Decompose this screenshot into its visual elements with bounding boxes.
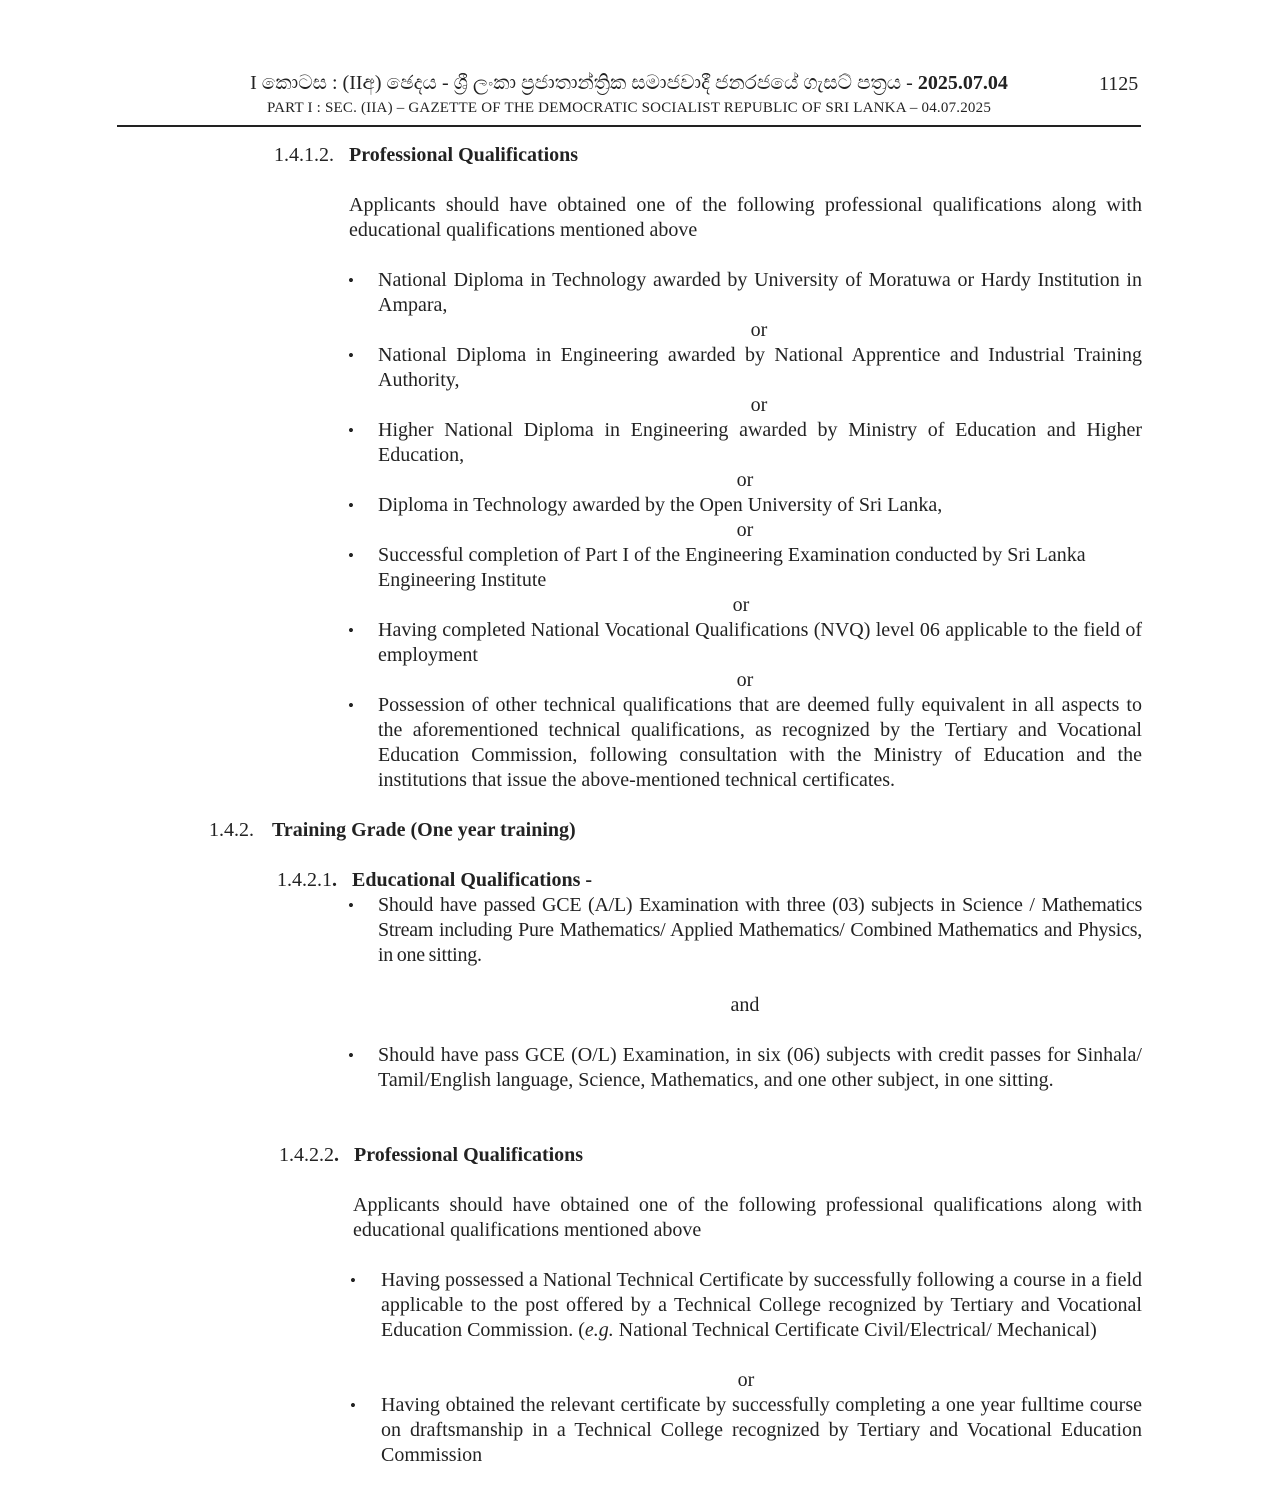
- separator-or: or: [732, 594, 750, 616]
- section-number-1422: 1.4.2.2.: [279, 1144, 339, 1166]
- bullet-1412-1: •: [348, 271, 354, 290]
- bullet-1412-2: •: [348, 346, 354, 365]
- bullet-1421-2: •: [348, 1046, 354, 1065]
- section-number-1421: 1.4.2.1.: [277, 869, 337, 891]
- list-item-1412-6: Having completed National Vocational Qualifications (NVQ) level 06 applicable to the field of employment: [378, 619, 1142, 666]
- bullet-1412-3: •: [348, 421, 354, 440]
- list-item-1422-1: Having possessed a National Technical Certificate by successfully following a course in a field applicable to the post offered by a Technical College recognized by Tertiary and Vocational Education Commission. (e.g. National Technical Certificate Civil/Electrical/ Mechanical): [381, 1269, 1142, 1341]
- page-number: 1125: [1099, 73, 1139, 95]
- section-title-1422: Professional Qualifications: [354, 1144, 584, 1166]
- separator-or: or: [737, 1369, 755, 1391]
- gazette-header-english: PART I : SEC. (IIA) – GAZETTE OF THE DEMOCRATIC SOCIALIST REPUBLIC OF SRI LANKA – 04.07.2025: [266, 100, 992, 116]
- list-item-1412-3: Higher National Diploma in Engineering awarded by Ministry of Education and Higher Education,: [378, 419, 1142, 466]
- list-item-1412-1: National Diploma in Technology awarded by University of Moratuwa or Hardy Institution in Ampara,: [378, 269, 1142, 316]
- section-title-142: Training Grade (One year training): [272, 819, 576, 841]
- separator-or: or: [750, 319, 768, 341]
- gazette-header-sinhala: [0, 70, 1258, 96]
- bullet-1422-1: •: [350, 1271, 356, 1290]
- list-item-1412-7: Possession of other technical qualifications that are deemed fully equivalent in all aspects to the aforementioned technical qualifications, as recognized by the Tertiary and Vocational Education Commission, following consultation with the Ministry of Education and the institutions that issue the above-mentioned technical certificates.: [378, 694, 1142, 791]
- list-item-1412-4: Diploma in Technology awarded by the Open University of Sri Lanka,: [378, 494, 943, 516]
- separator-and: and: [730, 994, 760, 1016]
- bullet-1422-2: •: [350, 1396, 356, 1415]
- section-title-1421: Educational Qualifications -: [352, 869, 593, 891]
- list-item-1412-5: Successful completion of Part I of the Engineering Examination conducted by Sri Lanka Engineering Institute: [378, 544, 1086, 591]
- section-title-1412: Professional Qualifications: [349, 144, 579, 166]
- intro-paragraph-1412: Applicants should have obtained one of the following professional qualifications along with educational qualifications mentioned above: [349, 194, 1142, 241]
- section-number-142: 1.4.2.: [209, 819, 254, 841]
- separator-or: or: [750, 394, 768, 416]
- section-number-1412: 1.4.1.2.: [274, 144, 334, 166]
- list-item-1412-2: National Diploma in Engineering awarded by National Apprentice and Industrial Training Authority,: [378, 344, 1142, 391]
- header-rule: [117, 125, 1141, 127]
- list-item-1421-2: Should have pass GCE (O/L) Examination, in six (06) subjects with credit passes for Sinhala/ Tamil/English language, Science, Mathematics, and one other subject, in one sitting.: [378, 1044, 1142, 1091]
- bullet-1412-6: •: [348, 621, 354, 640]
- separator-or: or: [736, 469, 754, 491]
- bullet-1412-4: •: [348, 496, 354, 515]
- separator-or: or: [736, 669, 754, 691]
- bullet-1421-1: •: [348, 896, 354, 915]
- list-item-1422-2: Having obtained the relevant certificate by successfully completing a one year fulltime course on draftsmanship in a Technical College recognized by Tertiary and Vocational Education Commission: [381, 1394, 1142, 1466]
- bullet-1412-5: •: [348, 546, 354, 565]
- list-item-1421-1: Should have passed GCE (A/L) Examination with three (03) subjects in Science / Mathematics Stream including Pure Mathematics/ Applied Mathematics/ Combined Mathematics and Physics, in one sitting.: [378, 894, 1142, 966]
- intro-paragraph-1422: Applicants should have obtained one of the following professional qualifications along with educational qualifications mentioned above: [353, 1194, 1142, 1241]
- header-sinhala-date: 2025.07.04: [917, 72, 1008, 94]
- header-sinhala-title: I කොටස : (IIඅ) ඡෙදය - ශ්‍රී ලංකා ප්‍රජාතාන්ත්‍රික සමාජවාදී ජනරජයේ ගැසට් පත්‍රය -: [250, 72, 918, 94]
- bullet-1412-7: •: [348, 696, 354, 715]
- separator-or: or: [736, 519, 754, 541]
